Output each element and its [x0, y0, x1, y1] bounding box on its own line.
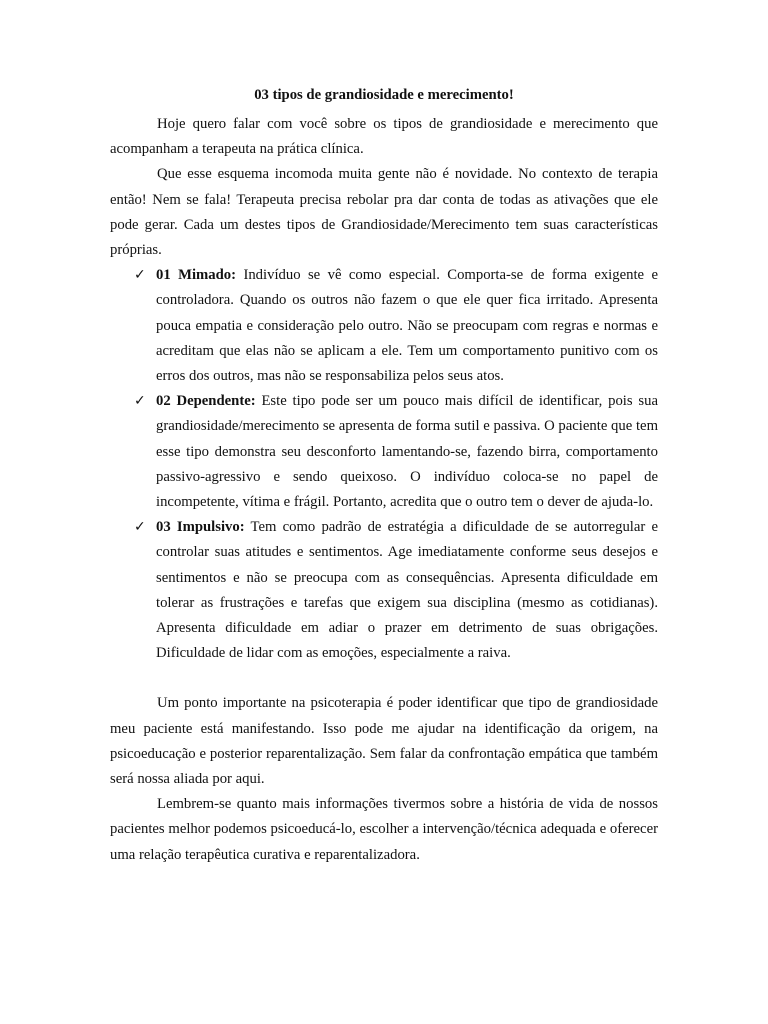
types-list	[110, 263, 658, 666]
bullet-label: 01 Mimado:	[156, 267, 237, 284]
list-item-impulsivo	[134, 515, 658, 666]
intro-paragraph-2: Que esse esquema incomoda muita gente não é novidade. No contexto de terapia então! Nem se fala! Terapeuta precisa rebolar pra dar conta de todas as ativações que ele pode gerar. Cada um destes tipos de Grandiosidade/Merecimento tem suas características próprias.	[110, 166, 658, 259]
checkmark-icon: ✓	[134, 267, 146, 284]
closing-paragraph-2: Lembrem-se quanto mais informações tivermos sobre a história de vida de nossos pacientes melhor podemos psicoeducá-lo, escolher a intervenção/técnica adequada e oferecer uma relação terapêutica curativa e reparentalizadora.	[110, 796, 658, 863]
document-title: 03 tipos de grandiosidade e merecimento!	[254, 87, 514, 103]
intro-paragraph-1: Hoje quero falar com você sobre os tipos de grandiosidade e merecimento que acompanham a terapeuta na prática clínica.	[110, 116, 658, 158]
checkmark-icon: ✓	[134, 519, 146, 536]
bullet-text: Tem como padrão de estratégia a dificuldade de se autorregular e controlar suas atitudes e sentimentos. Age imediatamente conforme seus desejos e sentimentos e não se preocupa com as consequências. Apresenta dificuldade em tolerar as frustrações e tarefas que exigem sua disciplina (mesmo as cotidianas). Apresenta dificuldade em adiar o prazer em detrimento de suas obrigações. Dificuldade de lidar com as emoções, especialmente a raiva.	[156, 519, 658, 662]
list-item-mimado	[134, 263, 658, 389]
closing-paragraph-1: Um ponto importante na psicoterapia é poder identificar que tipo de grandiosidade meu paciente está manifestando. Isso pode me ajudar na identificação da origem, na psicoeducação e posterior reparentalização. Sem falar da confrontação empática que também será nossa aliada por aqui.	[110, 695, 658, 788]
bullet-text: Indivíduo se vê como especial. Comporta-se de forma exigente e controladora. Quando os outros não fazem o que ele quer fica irritado. Apresenta pouca empatia e consideração pelo outro. Não se preocupam com regras e normas e acreditam que elas não se aplicam a ele. Tem um comportamento punitivo com os erros dos outros, mas não se responsabiliza pelos seus atos.	[156, 267, 658, 385]
checkmark-icon: ✓	[134, 393, 146, 410]
bullet-text: Este tipo pode ser um pouco mais difícil de identificar, pois sua grandiosidade/merecimento se apresenta de forma sutil e passiva. O paciente que tem esse tipo demonstra seu desconforto lamentando-se, fazendo birra, comportamento passivo-agressivo e sendo queixoso. O indivíduo coloca-se no papel de incompetente, vítima e frágil. Portanto, acredita que o outro tem o dever de ajuda-lo.	[156, 393, 658, 511]
blank-line	[110, 666, 658, 691]
bullet-label: 03 Impulsivo:	[156, 519, 245, 536]
bullet-label: 02 Dependente:	[156, 393, 256, 410]
list-item-dependente	[134, 389, 658, 515]
